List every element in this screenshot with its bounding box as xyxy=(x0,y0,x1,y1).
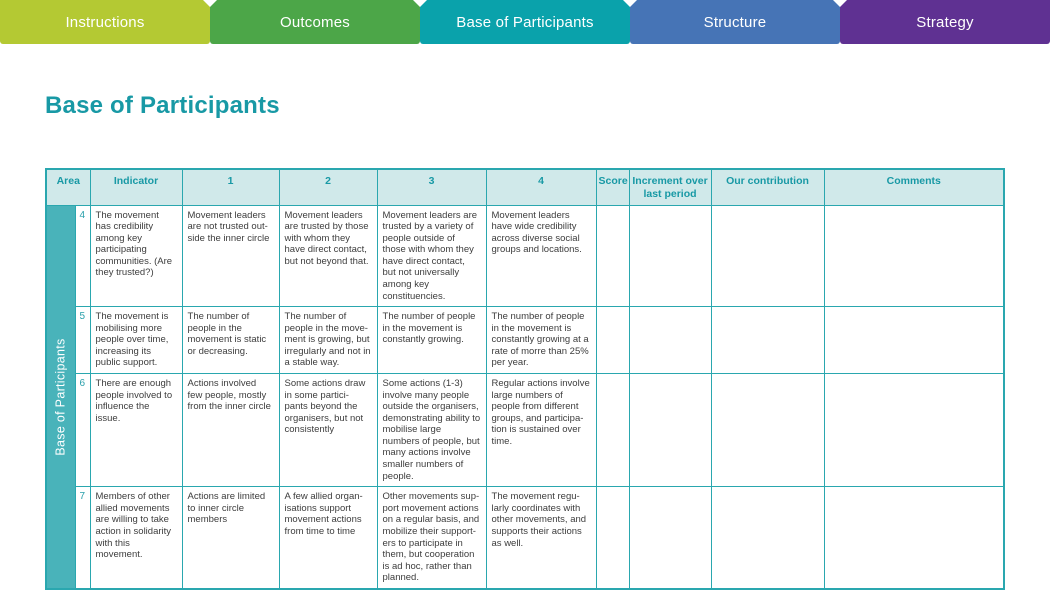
tab-base-of-participants-label: Base of Participants xyxy=(456,13,594,31)
table-row xyxy=(46,205,1004,307)
level-4-cell: The movement regu-larly coordinates with other movements, and supports their actions as well. xyxy=(486,487,596,589)
tab-instructions[interactable] xyxy=(0,0,210,44)
row-number: 5 xyxy=(75,307,90,374)
header-level-4: 4 xyxy=(486,169,596,205)
indicator-cell: The movement has credibility among key participating communities. (Are they trusted?) xyxy=(90,205,182,307)
tab-divider-notch xyxy=(413,0,427,7)
tab-divider-notch xyxy=(203,0,217,7)
comments-cell[interactable] xyxy=(824,374,1004,487)
tab-base-of-participants[interactable] xyxy=(420,0,630,44)
tab-outcomes[interactable] xyxy=(210,0,420,44)
header-level-1: 1 xyxy=(182,169,279,205)
indicator-cell: Members of other allied movements are willing to take action in solidarity with this movement. xyxy=(90,487,182,589)
comments-cell[interactable] xyxy=(824,487,1004,589)
header-level-2: 2 xyxy=(279,169,377,205)
increment-cell[interactable] xyxy=(629,307,711,374)
increment-cell[interactable] xyxy=(629,487,711,589)
table-row xyxy=(46,487,1004,589)
row-number: 7 xyxy=(75,487,90,589)
level-1-cell: The number of people in the movement is static or decreasing. xyxy=(182,307,279,374)
score-cell[interactable] xyxy=(596,487,629,589)
level-3-cell: Some actions (1-3) involve many people outside the organisers, demonstrating ability to mobilise large numbers of people, but many actions involve smaller numbers of people. xyxy=(377,374,486,487)
table-row xyxy=(46,374,1004,487)
header-comments: Comments xyxy=(824,169,1004,205)
area-vertical-label: Base of Participants xyxy=(53,338,68,456)
scorecard-table xyxy=(45,168,1005,590)
level-2-cell: The number of people in the move-ment is growing, but irregularly and not in a stable way. xyxy=(279,307,377,374)
increment-cell[interactable] xyxy=(629,205,711,307)
score-cell[interactable] xyxy=(596,374,629,487)
score-cell[interactable] xyxy=(596,307,629,374)
row-number: 6 xyxy=(75,374,90,487)
level-2-cell: A few allied organ-isations support movement actions from time to time xyxy=(279,487,377,589)
tab-structure[interactable] xyxy=(630,0,840,44)
table-row xyxy=(46,307,1004,374)
level-4-cell: Movement leaders have wide credibility across diverse social groups and locations. xyxy=(486,205,596,307)
level-1-cell: Actions are limited to inner circle members xyxy=(182,487,279,589)
level-4-cell: The number of people in the movement is constantly growing at a rate of morre than 25% per year. xyxy=(486,307,596,374)
tab-divider-notch xyxy=(623,0,637,7)
level-2-cell: Movement leaders are trusted by those with whom they have direct contact, but not beyond that. xyxy=(279,205,377,307)
header-contribution: Our contribution xyxy=(711,169,824,205)
tab-bar xyxy=(0,0,1050,44)
level-1-cell: Movement leaders are not trusted out-side the inner circle xyxy=(182,205,279,307)
level-3-cell: Movement leaders are trusted by a variety of people outside of those with whom they have direct contact, but not universally among key constituencies. xyxy=(377,205,486,307)
contribution-cell[interactable] xyxy=(711,205,824,307)
page-title: Base of Participants xyxy=(45,92,280,119)
comments-cell[interactable] xyxy=(824,307,1004,374)
comments-cell[interactable] xyxy=(824,205,1004,307)
scorecard-table-wrap xyxy=(45,168,1005,590)
tab-strategy[interactable] xyxy=(840,0,1050,44)
header-indicator: Indicator xyxy=(90,169,182,205)
tab-outcomes-label: Outcomes xyxy=(280,13,350,31)
tab-structure-label: Structure xyxy=(703,13,767,31)
level-3-cell: The number of people in the movement is constantly growing. xyxy=(377,307,486,374)
tab-strategy-label: Strategy xyxy=(916,13,974,31)
level-2-cell: Some actions draw in some partici-pants beyond the organisers, but not consistently xyxy=(279,374,377,487)
indicator-cell: There are enough people involved to influence the issue. xyxy=(90,374,182,487)
header-increment: Increment over last period xyxy=(629,169,711,205)
indicator-cell: The movement is mobilising more people over time, increasing its public support. xyxy=(90,307,182,374)
level-4-cell: Regular actions involve large numbers of people from different groups, and participa-tion is sustained over time. xyxy=(486,374,596,487)
header-area: Area xyxy=(46,169,90,205)
level-1-cell: Actions involved few people, mostly from the inner circle xyxy=(182,374,279,487)
level-3-cell: Other movements sup-port movement actions on a regular basis, and mobilize their support-ers to participate in them, but cooperation is ad hoc, rather than planned. xyxy=(377,487,486,589)
header-level-3: 3 xyxy=(377,169,486,205)
score-cell[interactable] xyxy=(596,205,629,307)
tab-divider-notch xyxy=(833,0,847,7)
increment-cell[interactable] xyxy=(629,374,711,487)
tab-instructions-label: Instructions xyxy=(65,13,145,31)
contribution-cell[interactable] xyxy=(711,374,824,487)
header-score: Score xyxy=(596,169,629,205)
contribution-cell[interactable] xyxy=(711,487,824,589)
area-vertical-label-cell xyxy=(46,205,75,589)
contribution-cell[interactable] xyxy=(711,307,824,374)
row-number: 4 xyxy=(75,205,90,307)
header-row xyxy=(46,169,1004,205)
